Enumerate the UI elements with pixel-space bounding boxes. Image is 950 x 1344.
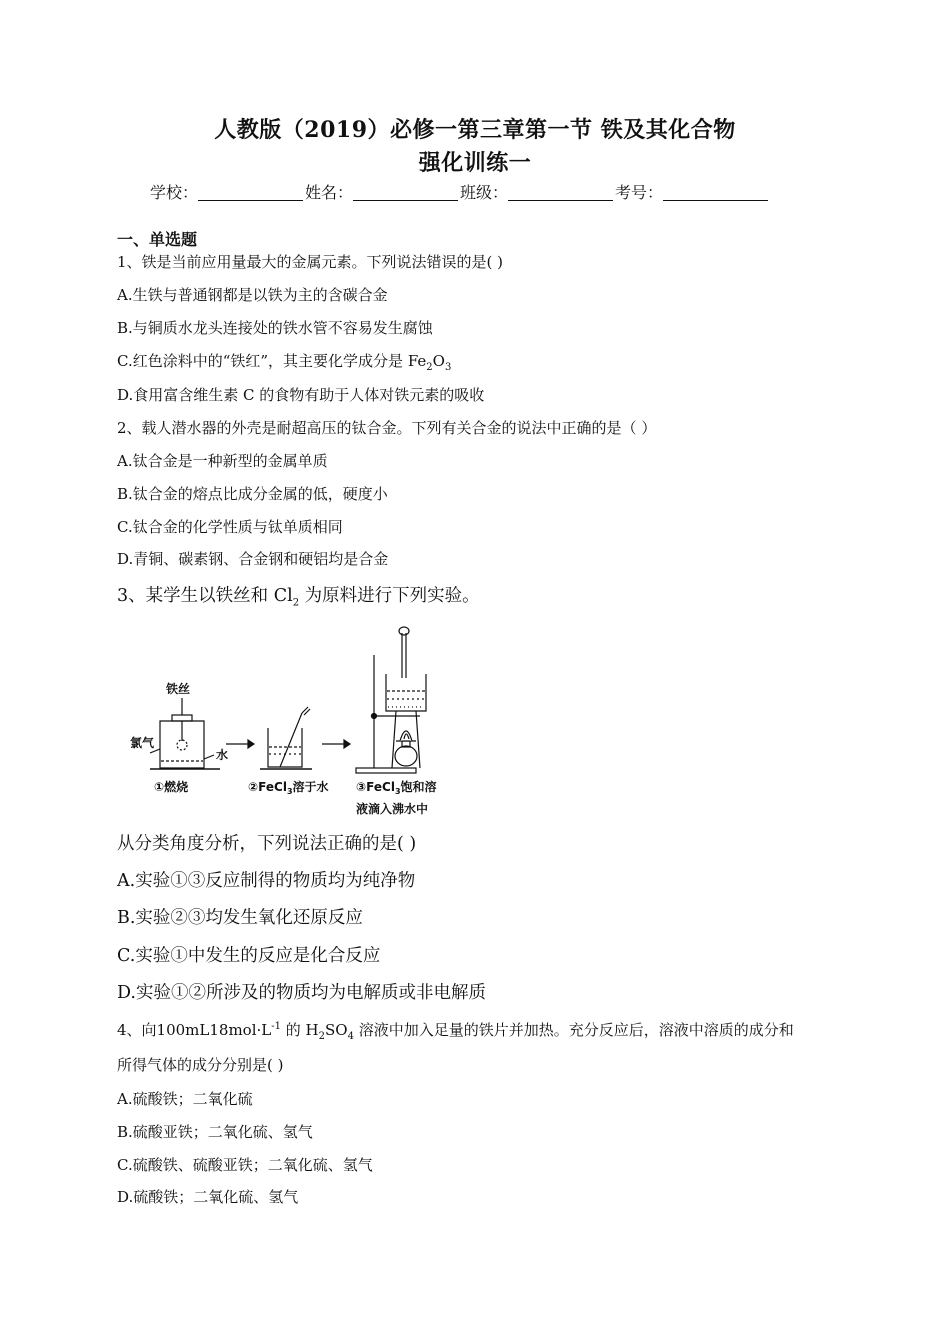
- q4-stem-post: 溶液中加入足量的铁片并加热。充分反应后，溶液中溶质的成分和: [353, 1021, 794, 1039]
- q1-c-sub1: 2: [426, 362, 433, 373]
- q4-option-c: C.硫酸铁、硫酸亚铁；二氧化硫、氢气: [117, 1156, 373, 1174]
- q2-option-a: A.钛合金是一种新型的金属单质: [117, 452, 328, 470]
- class-blank[interactable]: [508, 182, 613, 201]
- q4-option-b: B.硫酸亚铁；二氧化硫、氢气: [117, 1123, 313, 1141]
- caption-3-post: 饱和溶: [400, 780, 437, 794]
- caption-3-sub: 3: [394, 787, 401, 796]
- q1-option-d: D.食用富含维生素 C 的食物有助于人体对铁元素的吸收: [117, 386, 485, 404]
- heating-apparatus: [356, 627, 426, 773]
- q4-stem: [117, 1019, 794, 1042]
- caption-2: [248, 779, 329, 796]
- q3-stem-sub: 2: [292, 597, 300, 609]
- q1-option-a: A.生铁与普通钢都是以铁为主的含碳合金: [117, 286, 388, 304]
- caption-3: [356, 779, 437, 796]
- student-info-row: [150, 180, 770, 203]
- q4-stem-sub2: 4: [347, 1031, 354, 1042]
- q3-question: 从分类角度分析，下列说法正确的是( ): [117, 834, 417, 854]
- school-label: 学校：: [150, 183, 199, 202]
- name-label: 姓名：: [305, 183, 354, 202]
- class-label: 班级：: [460, 183, 509, 202]
- q4-stem-sup: -1: [271, 1021, 281, 1032]
- q2-stem: 2、载人潜水器的外壳是耐超高压的钛合金。下列有关合金的说法中正确的是（ ）: [117, 419, 657, 437]
- name-blank[interactable]: [353, 182, 458, 201]
- q3-stem-post: 为原料进行下列实验。: [299, 586, 480, 606]
- q1-option-c: [117, 350, 451, 373]
- q3-option-b: B.实验②③均发生氧化还原反应: [117, 908, 363, 928]
- page-subtitle: 强化训练一: [418, 150, 532, 176]
- caption-2-pre: ②FeCl: [248, 780, 287, 794]
- beaker-apparatus: [260, 707, 312, 769]
- q1-stem: 1、铁是当前应用量最大的金属元素。下列说法错误的是( ): [117, 253, 504, 271]
- exam-no-blank[interactable]: [663, 182, 768, 201]
- q2-option-d: D.青铜、碳素钢、合金钢和硬铝均是合金: [117, 550, 389, 568]
- label-water: 水: [216, 748, 229, 762]
- q2-option-c: C.钛合金的化学性质与钛单质相同: [117, 518, 343, 536]
- school-blank[interactable]: [198, 182, 303, 201]
- q3-stem-text: 3、某学生以铁丝和 Cl: [117, 586, 293, 606]
- caption-3-line2: 液滴入沸水中: [356, 802, 429, 816]
- arrow-1: [226, 740, 254, 748]
- experiment-figure: [130, 623, 460, 823]
- caption-1: ①燃烧: [154, 780, 189, 794]
- q3-option-a: A.实验①③反应制得的物质均为纯净物: [117, 871, 416, 891]
- q4-option-a: A.硫酸铁；二氧化硫: [117, 1090, 253, 1108]
- q1-c-sub2: 3: [444, 362, 452, 373]
- q1-c-mid: O: [432, 352, 445, 370]
- q3-stem: [117, 582, 480, 609]
- q3-option-c: C.实验①中发生的反应是化合反应: [117, 946, 381, 966]
- q4-stem-sub1: 2: [318, 1031, 325, 1042]
- exam-no-label: 考号：: [615, 183, 664, 202]
- section-heading: 一、单选题: [117, 230, 198, 249]
- page-title: 人教版（2019）必修一第三章第一节 铁及其化合物: [214, 117, 736, 143]
- q4-stem-text: 4、向100mL18mol·L: [117, 1021, 272, 1039]
- q4-stem-mid: 的 H: [280, 1021, 319, 1039]
- q1-option-b: B.与铜质水龙头连接处的铁水管不容易发生腐蚀: [117, 319, 433, 337]
- q4-stem-line2: 所得气体的成分分别是( ): [117, 1056, 284, 1074]
- q4-option-d: D.硫酸铁；二氧化硫、氢气: [117, 1188, 299, 1206]
- q3-option-d: D.实验①②所涉及的物质均为电解质或非电解质: [117, 983, 486, 1003]
- label-chlorine: 氯气: [130, 736, 155, 750]
- caption-2-sub: 3: [286, 787, 293, 796]
- gas-bottle-apparatus: [150, 698, 220, 769]
- caption-3-pre: ③FeCl: [356, 780, 395, 794]
- q2-option-b: B.钛合金的熔点比成分金属的低，硬度小: [117, 485, 388, 503]
- label-iron-wire: 铁丝: [166, 682, 191, 696]
- q1-c-text: C.红色涂料中的“铁红”，其主要化学成分是 Fe: [117, 352, 427, 370]
- caption-2-post: 溶于水: [292, 780, 329, 794]
- q4-stem-mid2: SO: [324, 1021, 348, 1039]
- arrow-2: [322, 740, 350, 748]
